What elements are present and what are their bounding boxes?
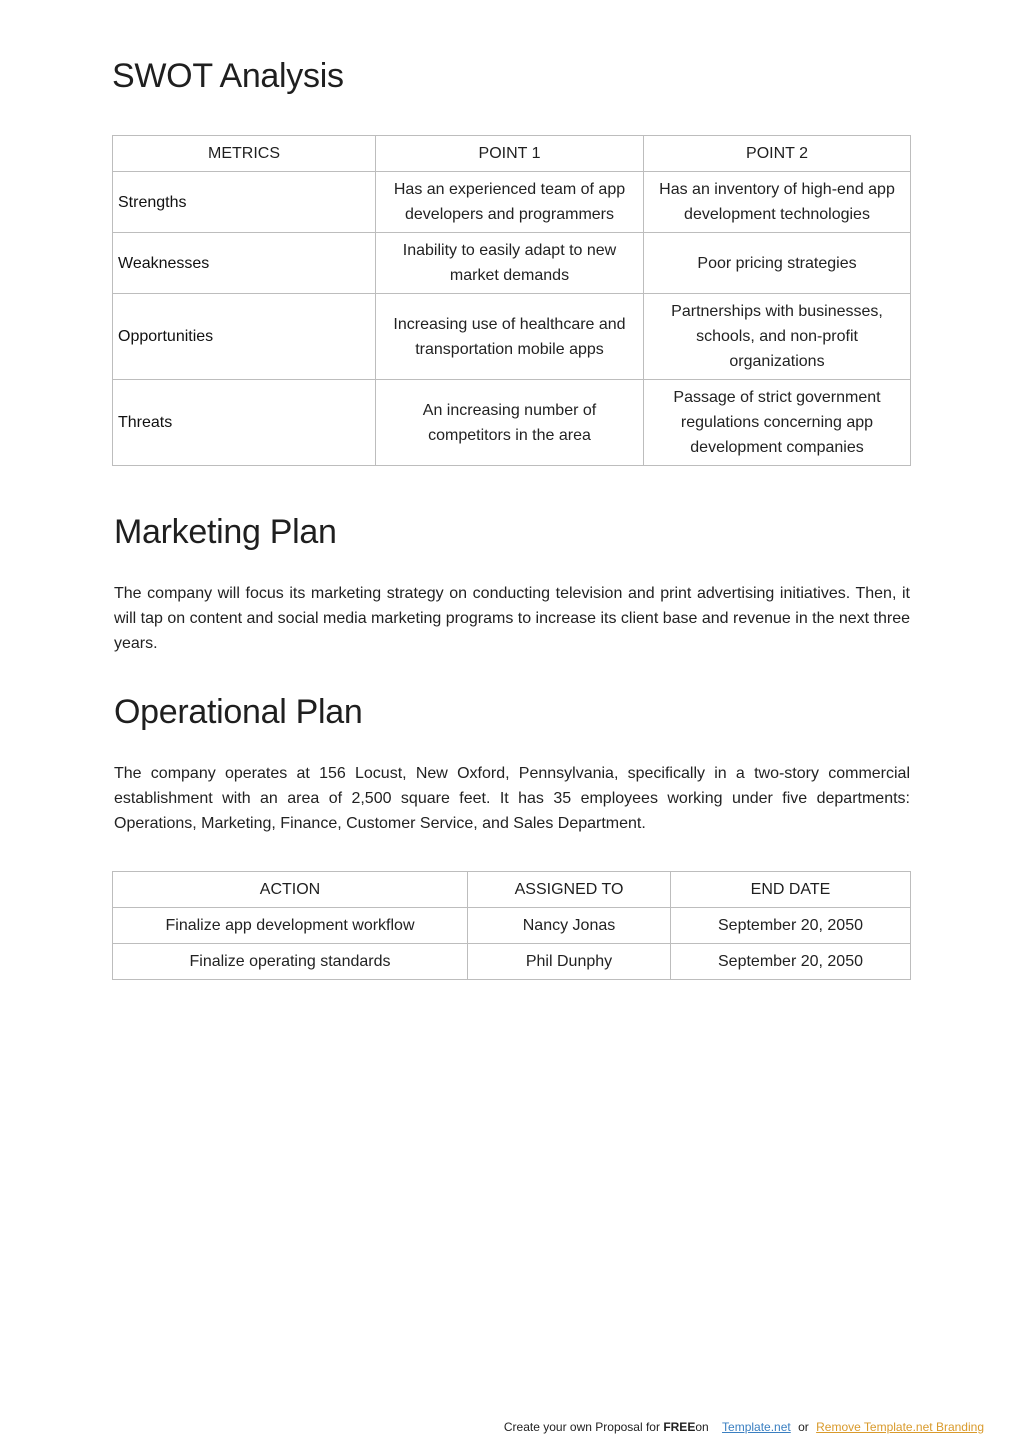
table-row bbox=[113, 908, 911, 944]
operational-plan-title: Operational Plan bbox=[114, 693, 363, 731]
point1-cell: An increasing number of competitors in the area bbox=[376, 380, 644, 466]
template-net-link[interactable]: Template.net bbox=[722, 1420, 791, 1434]
swot-header-metrics: METRICS bbox=[113, 136, 376, 172]
footer-on: on bbox=[695, 1420, 709, 1434]
metric-cell: Weaknesses bbox=[113, 233, 376, 294]
marketing-plan-text: The company will focus its marketing strategy on conducting television and print advertising initiatives. Then, it will tap on content and social media marketing programs to increase its client base and revenue in the next three years. bbox=[114, 585, 910, 652]
action-header-row bbox=[113, 872, 911, 908]
swot-title: SWOT Analysis bbox=[112, 57, 344, 95]
point2-cell: Has an inventory of high-end app development technologies bbox=[644, 172, 911, 233]
end-date-cell: September 20, 2050 bbox=[671, 944, 911, 980]
footer-or: or bbox=[798, 1420, 809, 1434]
footer-free: FREE bbox=[663, 1420, 696, 1434]
branding-footer bbox=[504, 1419, 984, 1435]
point2-cell: Partnerships with businesses, schools, and non-profit organizations bbox=[644, 294, 911, 380]
end-date-cell: September 20, 2050 bbox=[671, 908, 911, 944]
table-row bbox=[113, 233, 911, 294]
assigned-cell: Phil Dunphy bbox=[468, 944, 671, 980]
action-table bbox=[112, 871, 911, 980]
table-row bbox=[113, 380, 911, 466]
operational-plan-text: The company operates at 156 Locust, New Oxford, Pennsylvania, specifically in a two-story commercial establishment with an area of 2,500 square feet. It has 35 employees working under five departments: Operations, Marketing, Finance, Customer Service, and Sales Department. bbox=[114, 765, 910, 832]
action-header-action: ACTION bbox=[113, 872, 468, 908]
point2-cell: Passage of strict government regulations concerning app development companies bbox=[644, 380, 911, 466]
point2-cell: Poor pricing strategies bbox=[644, 233, 911, 294]
assigned-cell: Nancy Jonas bbox=[468, 908, 671, 944]
action-header-end-date: END DATE bbox=[671, 872, 911, 908]
action-header-assigned: ASSIGNED TO bbox=[468, 872, 671, 908]
swot-table bbox=[112, 135, 911, 466]
action-cell: Finalize app development workflow bbox=[113, 908, 468, 944]
table-row bbox=[113, 172, 911, 233]
point1-cell: Increasing use of healthcare and transportation mobile apps bbox=[376, 294, 644, 380]
metric-cell: Threats bbox=[113, 380, 376, 466]
swot-header-row bbox=[113, 136, 911, 172]
swot-header-point2: POINT 2 bbox=[644, 136, 911, 172]
metric-cell: Opportunities bbox=[113, 294, 376, 380]
point1-cell: Has an experienced team of app developers and programmers bbox=[376, 172, 644, 233]
swot-header-point1: POINT 1 bbox=[376, 136, 644, 172]
footer-prefix: Create your own Proposal for bbox=[503, 1420, 660, 1434]
metric-cell: Strengths bbox=[113, 172, 376, 233]
table-row bbox=[113, 944, 911, 980]
table-row bbox=[113, 294, 911, 380]
point1-cell: Inability to easily adapt to new market demands bbox=[376, 233, 644, 294]
remove-branding-link[interactable]: Remove Template.net Branding bbox=[816, 1420, 984, 1434]
action-cell: Finalize operating standards bbox=[113, 944, 468, 980]
marketing-plan-title: Marketing Plan bbox=[114, 513, 337, 551]
